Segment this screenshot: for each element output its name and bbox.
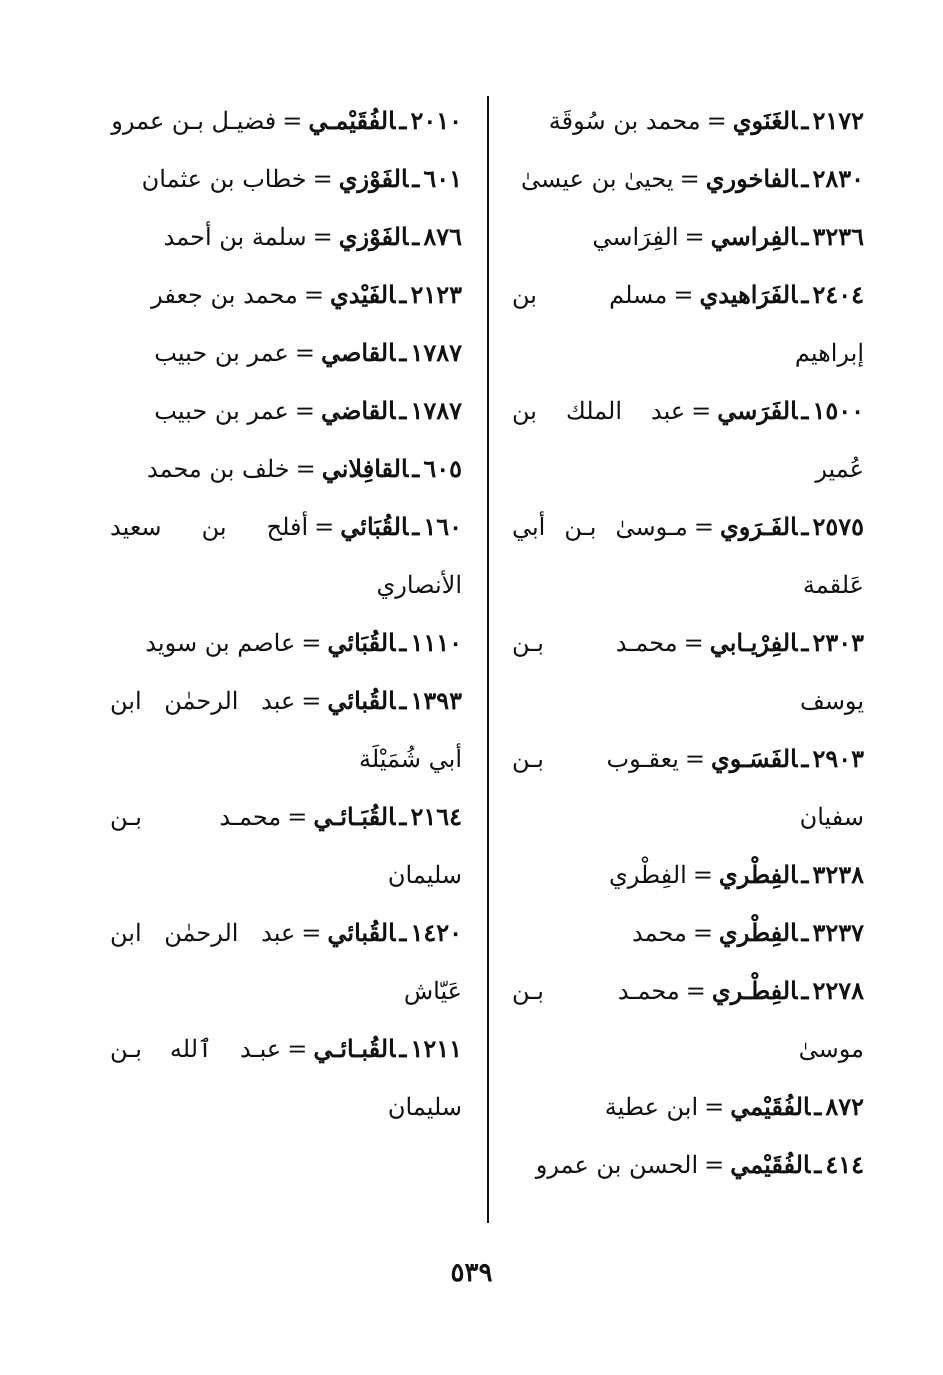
entry-nisba: القاضي	[320, 396, 396, 425]
entry-nisba: الفَرَاهيدي	[699, 280, 798, 309]
list-item	[110, 1020, 462, 1136]
equals-sign: =	[301, 629, 322, 657]
entry-person: عبـد ٱلله بـن سليمان	[110, 1035, 462, 1121]
entry-nisba: الفَـرَوي	[719, 512, 798, 541]
equals-sign: =	[673, 281, 694, 309]
entry-dash: ـ	[801, 280, 809, 309]
list-item	[110, 92, 462, 150]
equals-sign: =	[693, 513, 714, 541]
entry-number: ١٥٠٠	[812, 396, 864, 425]
entry-dash: ـ	[399, 802, 407, 831]
entry-dash: ـ	[399, 1034, 407, 1063]
list-item	[512, 208, 864, 266]
entry-dash: ـ	[801, 512, 809, 541]
entry-dash: ـ	[399, 628, 407, 657]
entry-person: محمد بن سُوقَة	[548, 107, 701, 135]
entry-person: عمر بن حبيب	[154, 339, 289, 367]
entry-person: الفِطْري	[608, 861, 687, 889]
entry-number: ٢٠١٠	[410, 106, 462, 135]
entry-nisba: القاصي	[320, 338, 396, 367]
entry-person: محمـد بـن سليمان	[110, 803, 462, 889]
list-item	[512, 962, 864, 1078]
equals-sign: =	[287, 803, 308, 831]
entry-nisba: القُبَـائـي	[313, 802, 396, 831]
entry-dash: ـ	[801, 164, 809, 193]
entry-number: ١٦٠	[423, 512, 462, 541]
entry-number: ٤١٤	[825, 1150, 864, 1179]
list-item	[110, 208, 462, 266]
entry-nisba: الفَوْزي	[338, 222, 409, 251]
entry-nisba: الفَوْزي	[338, 164, 409, 193]
entry-person: ابن عطية	[604, 1093, 699, 1121]
entry-person: خلف بن محمد	[146, 455, 290, 483]
entry-person: سلمة بن أحمد	[163, 223, 307, 251]
entry-person: مـوسىٰ بـن أبي عَلقمة	[512, 513, 864, 599]
entry-number: ٢١٧٢	[812, 106, 864, 135]
equals-sign: =	[691, 397, 712, 425]
entry-nisba: الفُقَيْمي	[730, 1150, 811, 1179]
equals-sign: =	[301, 687, 322, 715]
entry-number: ١٢١١	[410, 1034, 462, 1063]
equals-sign: =	[312, 165, 333, 193]
equals-sign: =	[685, 977, 706, 1005]
entry-dash: ـ	[412, 454, 420, 483]
entry-number: ٣٢٣٦	[812, 222, 864, 251]
entry-person: يحيىٰ بن عيسىٰ	[521, 165, 674, 193]
list-item	[110, 150, 462, 208]
entry-number: ٨٧٦	[423, 222, 462, 251]
list-item	[512, 266, 864, 382]
page-number: ٥٣٩	[450, 1258, 493, 1288]
entry-dash: ـ	[801, 976, 809, 1005]
list-item	[512, 498, 864, 614]
entry-number: ١٧٨٧	[410, 396, 462, 425]
entry-person: مسلم بن إبراهيم	[512, 281, 864, 367]
entry-number: ٦٠٥	[423, 454, 462, 483]
entry-number: ٢٥٧٥	[812, 512, 864, 541]
entry-person: عمر بن حبيب	[154, 397, 289, 425]
entry-dash: ـ	[399, 106, 407, 135]
list-item	[110, 788, 462, 904]
entry-dash: ـ	[801, 628, 809, 657]
list-item	[512, 92, 864, 150]
entry-dash: ـ	[801, 860, 809, 889]
entry-number: ١٤٢٠	[410, 918, 462, 947]
equals-sign: =	[684, 745, 706, 773]
entry-nisba: القُبـائـي	[313, 1034, 396, 1063]
equals-sign: =	[287, 1035, 308, 1063]
equals-sign: =	[679, 165, 700, 193]
entry-dash: ـ	[801, 396, 809, 425]
entry-dash: ـ	[399, 918, 407, 947]
entry-person: عبد الرحمٰن ابن عَيّاش	[110, 919, 462, 1005]
list-item	[512, 382, 864, 498]
entry-number: ٢٩٠٣	[812, 744, 864, 773]
entry-number: ١١١٠	[410, 628, 462, 657]
entry-nisba: الفِطْري	[718, 918, 798, 947]
equals-sign: =	[303, 281, 325, 309]
entry-number: ٢٣٠٣	[812, 628, 864, 657]
list-item	[512, 1136, 864, 1194]
list-item	[110, 266, 462, 324]
equals-sign: =	[314, 513, 335, 541]
entry-number: ٢٢٧٨	[812, 976, 864, 1005]
entry-number: ٣٢٣٧	[812, 918, 864, 947]
entry-number: ٢١٦٤	[410, 802, 462, 831]
entry-nisba: الفِرْيـابي	[709, 628, 798, 657]
entry-dash: ـ	[399, 686, 407, 715]
entry-nisba: القُبائي	[327, 686, 396, 715]
equals-sign: =	[692, 919, 713, 947]
entry-number: ٢٤٠٤	[812, 280, 864, 309]
entry-nisba: الفُقَيْمي	[730, 1092, 811, 1121]
list-item	[512, 1078, 864, 1136]
equals-sign: =	[282, 107, 303, 135]
entry-number: ٢١٢٣	[410, 280, 462, 309]
entry-dash: ـ	[814, 1150, 822, 1179]
entry-nisba: الفَسَـوي	[711, 744, 798, 773]
entry-nisba: الفُقَيْمـي	[308, 106, 396, 135]
entry-nisba: الفِطْري	[718, 860, 798, 889]
entry-person: أفلح بن سعيد الأنصاري	[110, 513, 462, 599]
entry-dash: ـ	[412, 222, 420, 251]
entry-number: ٣٢٣٨	[812, 860, 864, 889]
entry-nisba: الفِطْـري	[711, 976, 798, 1005]
entry-nisba: القُبائي	[327, 918, 396, 947]
list-item	[512, 614, 864, 730]
entry-person: الحسن بن عمرو	[535, 1151, 699, 1179]
entry-dash: ـ	[412, 164, 420, 193]
entry-dash: ـ	[399, 396, 407, 425]
entry-nisba: الفَيْدي	[330, 280, 396, 309]
list-item	[110, 440, 462, 498]
entry-person: محمد	[631, 919, 687, 947]
entry-nisba: الفَرَسي	[717, 396, 798, 425]
list-item	[110, 672, 462, 788]
entry-dash: ـ	[814, 1092, 822, 1121]
entry-person: خطاب بن عثمان	[141, 165, 307, 193]
entry-dash: ـ	[412, 512, 420, 541]
entry-nisba: القُبَائي	[327, 628, 396, 657]
list-item	[110, 614, 462, 672]
entry-dash: ـ	[399, 280, 407, 309]
list-item	[110, 324, 462, 382]
entry-nisba: الفِراسي	[710, 222, 798, 251]
entry-person: محمـد بـن موسىٰ	[512, 977, 864, 1063]
list-item	[110, 904, 462, 1020]
equals-sign: =	[704, 1093, 725, 1121]
equals-sign: =	[301, 919, 322, 947]
entry-nisba: القافِلاني	[321, 454, 409, 483]
entry-person: فضيـل بـن عمرو	[111, 107, 277, 135]
entry-number: ٢٨٣٠	[812, 164, 864, 193]
equals-sign: =	[704, 1151, 725, 1179]
equals-sign: =	[312, 223, 333, 251]
list-item	[512, 730, 864, 846]
entry-person: الفِرَاسي	[592, 223, 679, 251]
right-column	[512, 92, 864, 1194]
entry-dash: ـ	[801, 106, 809, 135]
entry-person: محمد بن جعفر	[151, 281, 298, 309]
equals-sign: =	[706, 107, 727, 135]
entry-nisba: الفاخوري	[705, 164, 798, 193]
entry-dash: ـ	[399, 338, 407, 367]
entry-person: عبد الرحمٰن ابن أبي شُمَيْلَة	[110, 687, 462, 773]
entry-number: ٨٧٢	[825, 1092, 864, 1121]
entry-dash: ـ	[801, 918, 809, 947]
entry-nisba: الغَنَوي	[732, 106, 798, 135]
entry-number: ١٧٨٧	[410, 338, 462, 367]
list-item	[110, 382, 462, 440]
equals-sign: =	[295, 455, 316, 483]
list-item	[512, 150, 864, 208]
entry-dash: ـ	[801, 222, 809, 251]
equals-sign: =	[294, 397, 315, 425]
list-item	[110, 498, 462, 614]
entry-person: محمـد بـن يوسف	[512, 629, 864, 715]
entry-person: يعقـوب بـن سفيان	[512, 745, 864, 831]
entry-number: ٦٠١	[423, 164, 462, 193]
entry-dash: ـ	[801, 744, 809, 773]
equals-sign: =	[684, 223, 705, 251]
entry-person: عاصم بن سويد	[145, 629, 296, 657]
entry-nisba: القُبَائي	[340, 512, 409, 541]
equals-sign: =	[692, 861, 713, 889]
entry-number: ١٣٩٣	[410, 686, 462, 715]
left-column	[110, 92, 462, 1136]
column-divider	[487, 96, 489, 1223]
entry-person: عبد الملك بن عُمير	[512, 397, 864, 483]
list-item	[512, 846, 864, 904]
equals-sign: =	[683, 629, 704, 657]
equals-sign: =	[294, 339, 315, 367]
list-item	[512, 904, 864, 962]
